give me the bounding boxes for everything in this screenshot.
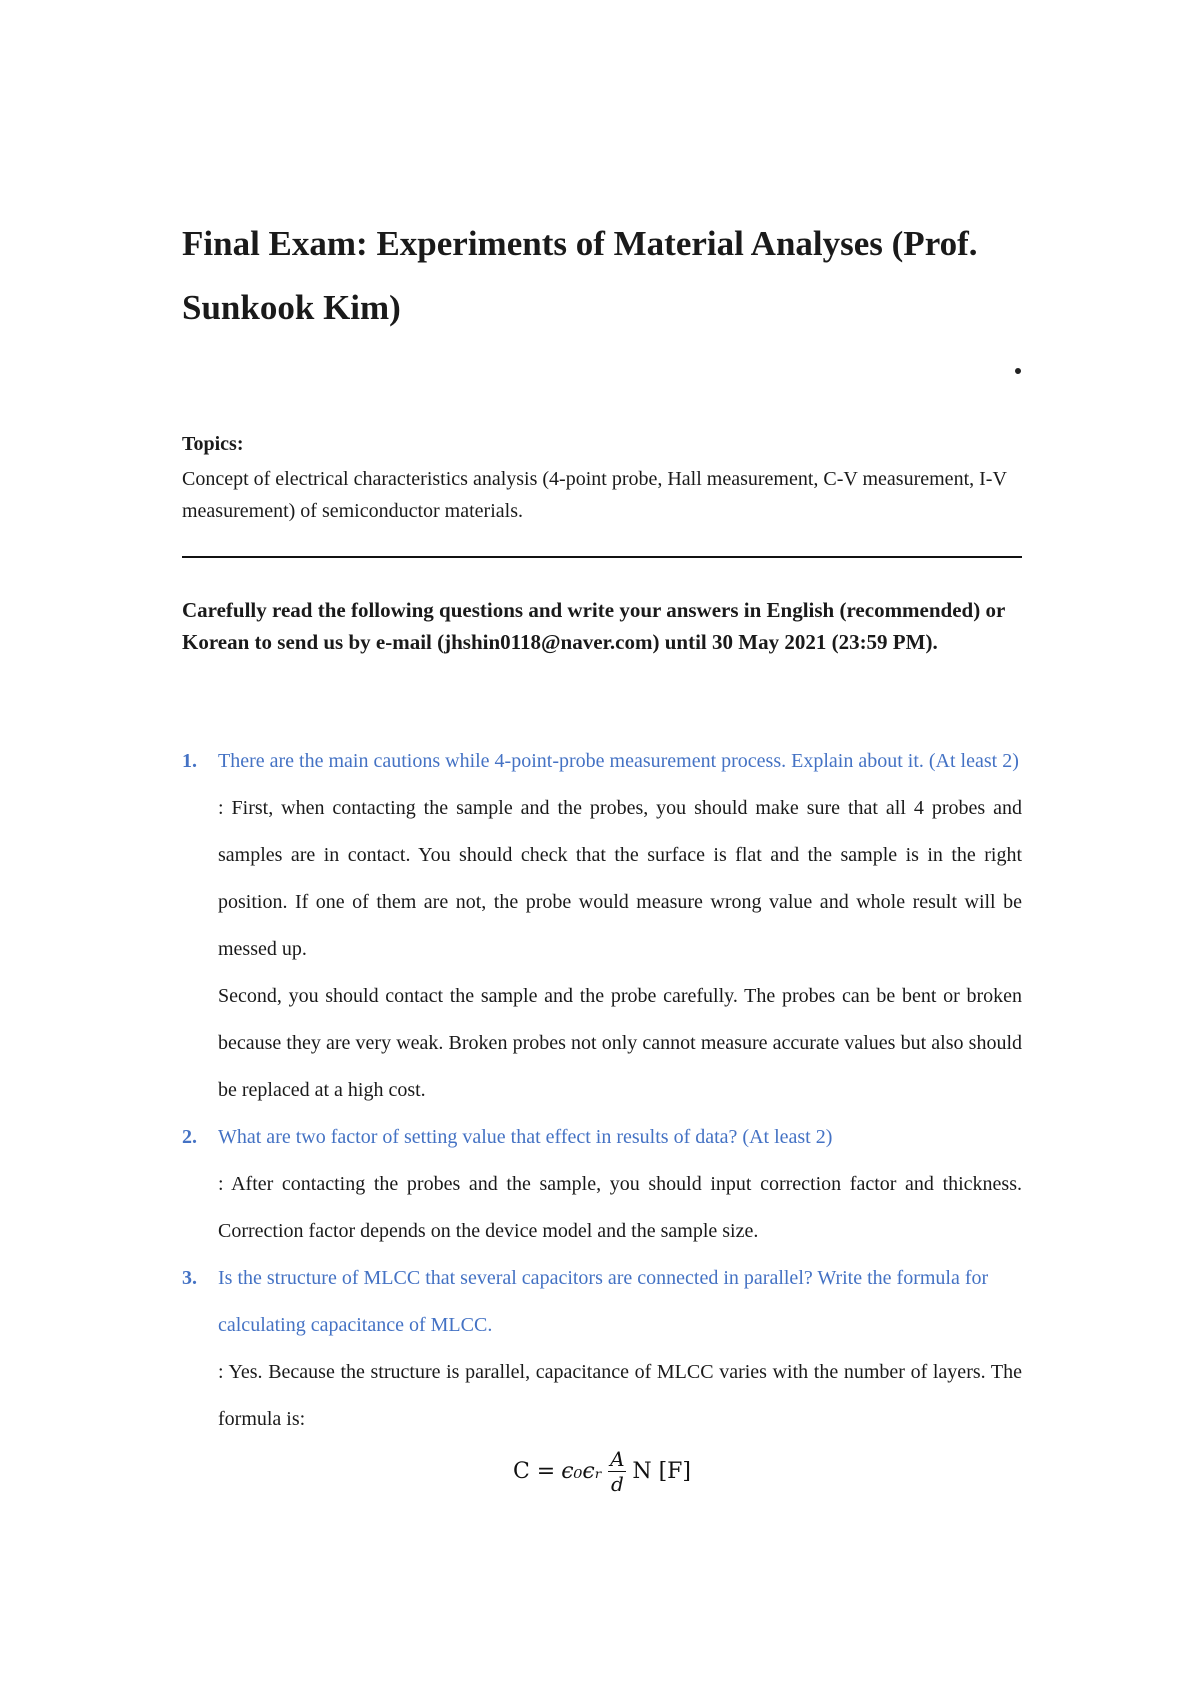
formula-rhs: N [F] bbox=[632, 1459, 692, 1484]
question-2 bbox=[182, 1114, 1022, 1161]
question-3 bbox=[182, 1255, 1022, 1349]
section-divider bbox=[182, 556, 1022, 558]
question-number: 2. bbox=[182, 1126, 197, 1148]
question-text: Is the structure of MLCC that several capacitors are connected in parallel? Write the formula for calculating capacitance of MLCC. bbox=[218, 1267, 989, 1336]
answer-paragraph: : Yes. Because the structure is parallel, capacitance of MLCC varies with the number of layers. The formula is: bbox=[218, 1361, 1022, 1430]
topics-body: Concept of electrical characteristics analysis (4-point probe, Hall measurement, C-V measurement, I-V measurement) of semiconductor materials. bbox=[182, 468, 1007, 522]
page-title: Final Exam: Experiments of Material Analyses (Prof. Sunkook Kim) bbox=[182, 224, 978, 327]
instructions: Carefully read the following questions and write your answers in English (recommended) or Korean to send us by e-mail (jhshin0118@naver.com) until 30 May 2021 (23:59 PM). bbox=[182, 598, 1005, 654]
question-number: 1. bbox=[182, 750, 197, 772]
question-text: What are two factor of setting value that effect in results of data? (At least 2) bbox=[218, 1126, 833, 1148]
answer-paragraph: Second, you should contact the sample and the probe carefully. The probes can be bent or broken because they are very weak. Broken probes not only cannot measure accurate values but also should be replaced at a high cost. bbox=[218, 985, 1022, 1101]
answer-paragraph: : After contacting the probes and the sample, you should input correction factor and thickness. Correction factor depends on the device model and the sample size. bbox=[218, 1173, 1022, 1242]
formula-numerator: A bbox=[610, 1447, 625, 1471]
question-text: There are the main cautions while 4-point-probe measurement process. Explain about it. (At least 2) bbox=[218, 750, 1019, 772]
formula-lhs: C = bbox=[512, 1459, 556, 1484]
answer-paragraph: : First, when contacting the sample and the probes, you should make sure that all 4 probes and samples are in contact. You should check that the surface is flat and the sample is in the right position. If one of them are not, the probe would measure wrong value and whole result will be messed up. bbox=[218, 797, 1022, 960]
question-list bbox=[182, 738, 1022, 1496]
bullet-dot bbox=[1015, 368, 1021, 374]
capacitance-formula bbox=[182, 1447, 1022, 1496]
question-1 bbox=[182, 738, 1022, 785]
question-number: 3. bbox=[182, 1267, 197, 1289]
formula-permittivity: ϵ₀ϵᵣ bbox=[561, 1459, 603, 1484]
formula-fraction bbox=[608, 1447, 626, 1496]
topics-heading: Topics: bbox=[182, 433, 244, 455]
formula-denominator: d bbox=[610, 1472, 624, 1496]
